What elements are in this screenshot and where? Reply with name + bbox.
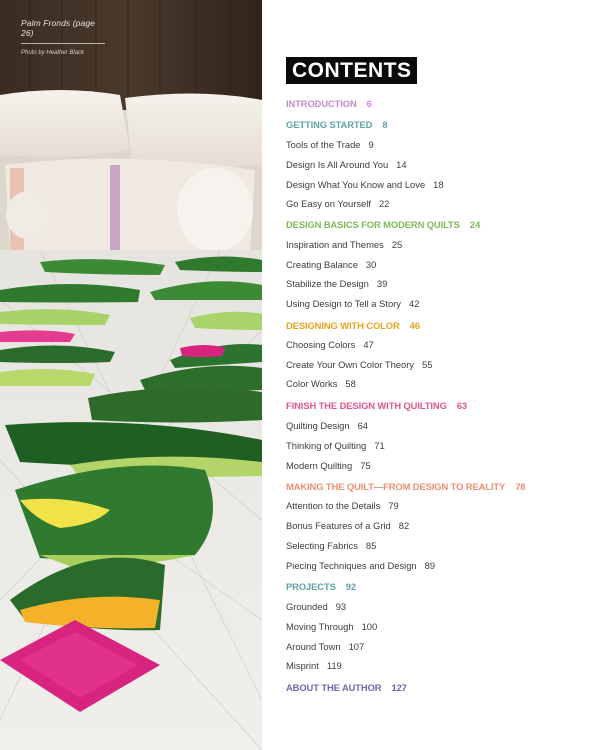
toc-entry-page: 75 — [360, 460, 371, 471]
toc-item — [286, 540, 376, 552]
toc-entry-title: Modern Quilting — [286, 460, 353, 471]
toc-entry-title: Moving Through — [286, 621, 354, 632]
toc-item — [286, 139, 374, 151]
toc-entry-page: 127 — [391, 682, 407, 693]
toc-item — [286, 560, 435, 572]
toc-entry-page: 71 — [374, 440, 385, 451]
toc-entry-page: 25 — [391, 239, 403, 250]
toc-item — [286, 159, 407, 171]
toc-entry-page: 14 — [396, 159, 407, 170]
toc-entry-title: Piecing Techniques and Design — [286, 560, 417, 571]
toc-entry-page: 92 — [345, 581, 356, 592]
toc-section — [286, 219, 480, 231]
toc-item — [286, 259, 376, 271]
toc-entry-title: MAKING THE QUILT—FROM DESIGN TO REALITY — [286, 481, 506, 492]
toc-entry-title: GETTING STARTED — [286, 119, 373, 130]
toc-section — [286, 400, 467, 412]
contents-heading: CONTENTS — [286, 57, 417, 84]
toc-section — [286, 481, 525, 493]
toc-entry-page: 119 — [326, 660, 342, 671]
toc-entry-page: 47 — [363, 339, 374, 350]
toc-entry-page: 8 — [382, 119, 388, 130]
quilt-photo-illustration — [0, 0, 262, 750]
toc-item — [286, 378, 356, 390]
toc-section — [286, 320, 420, 332]
quilt-photo — [0, 0, 262, 750]
toc-entry-page: 89 — [424, 560, 436, 571]
toc-item — [286, 460, 371, 472]
toc-entry-page: 85 — [365, 540, 377, 551]
toc-entry-page: 39 — [376, 278, 388, 289]
toc-item — [286, 298, 419, 310]
toc-entry-title: Selecting Fabrics — [286, 540, 358, 551]
toc-item — [286, 660, 342, 672]
toc-entry-title: Design Is All Around You — [286, 159, 389, 170]
toc-entry-page: 30 — [365, 259, 377, 270]
toc-item — [286, 601, 346, 613]
toc-entry-page: 22 — [378, 198, 390, 209]
toc-entry-page: 82 — [398, 520, 410, 531]
photo-caption — [21, 18, 106, 56]
toc-entry-title: Creating Balance — [286, 259, 358, 270]
toc-entry-title: Inspiration and Themes — [286, 239, 384, 250]
toc-entry-page: 93 — [335, 601, 347, 612]
toc-entry-page: 107 — [348, 641, 365, 652]
toc-entry-title: Thinking of Quilting — [286, 440, 367, 451]
toc-entry-title: Attention to the Details — [286, 500, 381, 511]
caption-divider — [21, 43, 105, 44]
toc-entry-page: 55 — [422, 359, 433, 370]
photo-caption-title: Palm Fronds (page 26) — [21, 18, 95, 38]
toc-entry-title: Using Design to Tell a Story — [286, 298, 401, 309]
toc-section — [286, 581, 356, 593]
toc-item — [286, 641, 364, 653]
toc-item — [286, 420, 368, 432]
toc-entry-page: 63 — [456, 400, 468, 411]
toc-entry-page: 78 — [515, 481, 526, 492]
toc-item — [286, 179, 444, 191]
toc-entry-title: DESIGN BASICS FOR MODERN QUILTS — [286, 219, 460, 230]
toc-entry-title: Go Easy on Yourself — [286, 198, 371, 209]
toc-entry-page: 24 — [469, 219, 481, 230]
toc-entry-title: Bonus Features of a Grid — [286, 520, 391, 531]
toc-item — [286, 520, 409, 532]
toc-item — [286, 278, 387, 290]
toc-entry-title: Create Your Own Color Theory — [286, 359, 415, 370]
toc-item — [286, 359, 432, 371]
toc-item — [286, 500, 399, 512]
toc-entry-title: Grounded — [286, 601, 328, 612]
toc-entry-page: 18 — [433, 179, 444, 190]
toc-item — [286, 198, 389, 210]
toc-entry-page: 6 — [366, 98, 372, 109]
toc-entry-page: 42 — [408, 298, 420, 309]
toc-item — [286, 339, 374, 351]
toc-entry-title: DESIGNING WITH COLOR — [286, 320, 400, 331]
toc-entry-title: Choosing Colors — [286, 339, 356, 350]
toc-entry-title: ABOUT THE AUTHOR — [286, 682, 382, 693]
toc-entry-page: 100 — [361, 621, 378, 632]
toc-entry-title: PROJECTS — [286, 581, 336, 592]
toc-entry-page: 79 — [388, 500, 399, 511]
toc-entry-title: Around Town — [286, 641, 341, 652]
toc-entry-title: INTRODUCTION — [286, 98, 357, 109]
toc-entry-title: Design What You Know and Love — [286, 179, 426, 190]
toc-section — [286, 682, 407, 694]
toc-entry-title: Misprint — [286, 660, 319, 671]
toc-entry-page: 64 — [357, 420, 369, 431]
toc-entry-page: 9 — [368, 139, 374, 150]
toc-entry-title: Stabilize the Design — [286, 278, 369, 289]
toc-section — [286, 119, 387, 131]
toc-entry-title: Tools of the Trade — [286, 139, 361, 150]
toc-item — [286, 440, 385, 452]
toc-entry-title: FINISH THE DESIGN WITH QUILTING — [286, 400, 447, 411]
toc-section — [286, 98, 372, 110]
toc-entry-page: 58 — [345, 378, 356, 389]
toc-item — [286, 239, 402, 251]
toc-entry-title: Color Works — [286, 378, 338, 389]
toc-item — [286, 621, 377, 633]
toc-entry-page: 46 — [409, 320, 420, 331]
photo-credit: Photo by Heather Black — [21, 50, 85, 56]
toc-entry-title: Quilting Design — [286, 420, 350, 431]
